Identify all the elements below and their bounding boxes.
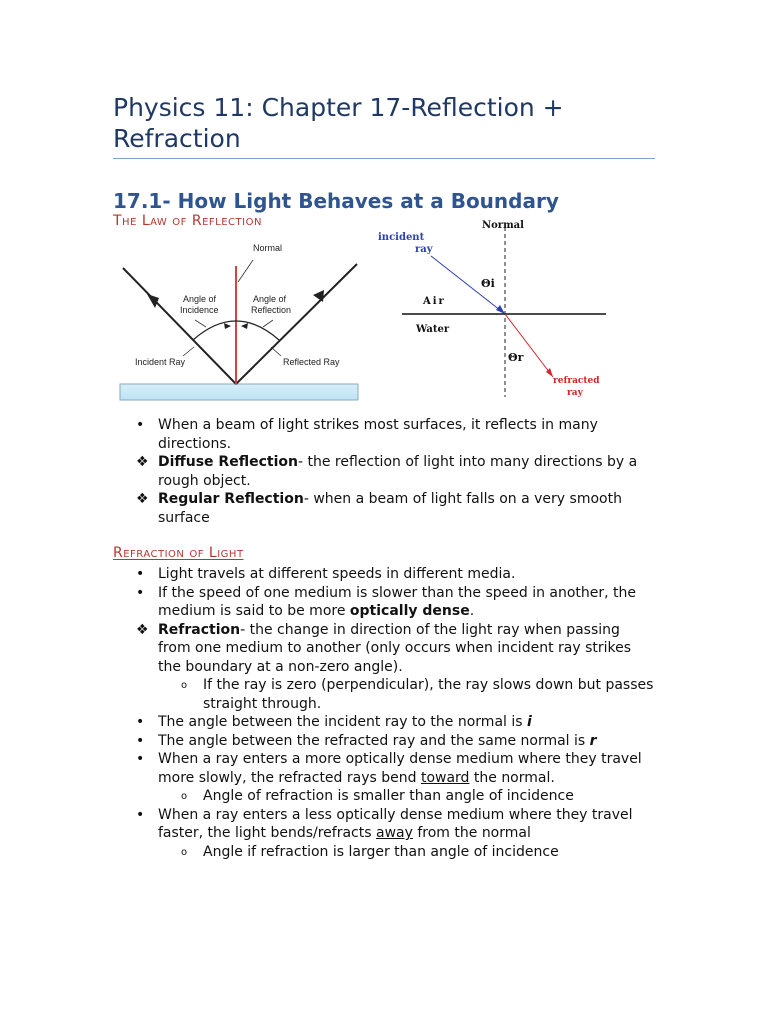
reflection-pointer [263,320,273,327]
arc-arrow-left [224,323,231,329]
reflected-arrowhead [313,290,324,302]
section-heading: 17.1- How Light Behaves at a Boundary [113,189,559,213]
normal-label: Normal [253,243,283,253]
water-label: Water [416,324,450,335]
bullet-marker: • [136,714,145,730]
bullet-marker: • [136,584,145,601]
theta-r-label: Θr [508,351,524,364]
list-item: • Light travels at different speeds in different media. [136,566,516,582]
list-item: o Angle of refraction is smaller than angle of incidence [136,787,656,806]
diamond-bullet-icon: ❖ [136,454,149,470]
reflected-ray-pointer [271,347,281,356]
angle-reflection-label-1: Angle of [253,294,287,304]
incident-ray-arrowhead [496,305,505,314]
diamond-bullet-icon: ❖ [136,621,149,638]
sub-bullet-marker: o [181,791,188,802]
list-item: o If the ray is zero (perpendicular), the ray slows down but passes straight through. [181,677,654,712]
incident-ray-pointer [183,347,194,356]
list-item: • When a beam of light strikes most surfaces, it reflects in many directions. [136,417,598,452]
list-item: ❖ Diffuse Reflection- the reflection of light into many directions by a rough object. [136,454,638,489]
incident-arrowhead [147,294,159,308]
angle-incidence-label-1: Angle of [183,294,217,304]
title-divider [113,158,655,159]
list-item: • The angle between the refracted ray and the same normal is r [136,732,597,749]
list-item: • If the speed of one medium is slower than the speed in another, the medium is said to be more optically dense. [136,584,637,619]
refracted-label-1: refracted [553,376,600,386]
list-item: o Angle if refraction is larger than angle of incidence [136,843,656,862]
angle-incidence-label-2: Incidence [180,305,219,315]
angle-reflection-label-2: Reflection [251,305,292,315]
sub-bullet-marker: o [181,846,188,858]
incident-label-2: ray [415,244,433,255]
incidence-pointer [195,320,206,327]
mirror-surface [120,384,358,400]
incident-ray-label: Incident Ray [135,357,186,367]
list-item: • When a ray enters a less optically dense medium where they travel faster, the light bends/refracts away from the normal [136,806,633,841]
theta-i-label: Θi [481,277,495,290]
bullet-marker: • [136,417,145,433]
list-item: ❖ Regular Reflection- when a beam of light falls on a very smooth surface [136,491,622,526]
sub-bullet-marker: o [181,680,188,691]
refracted-ray-line [505,314,553,377]
refraction-list [136,565,656,861]
law-of-reflection-heading: The Law of Reflection [113,213,262,229]
reflection-diagram [113,232,368,406]
page-title: Physics 11: Chapter 17-Reflection + Refraction [113,93,564,153]
list-item: ❖ Refraction- the change in direction of the light ray when passing from one medium to another (only occurs when incident ray strikes the boundary at a non-zero angle). [136,621,632,675]
list-item: • When a ray enters a more optically dense medium where they travel more slowly, the refracted rays bend toward the normal. [136,751,642,786]
reflected-ray-label: Reflected Ray [283,357,340,367]
refraction-diagram [375,215,615,405]
list-item: • The angle between the incident ray to the normal is i [136,714,532,730]
diamond-bullet-icon: ❖ [136,491,149,507]
refracted-label-2: ray [567,388,583,398]
reflection-list [136,416,656,527]
incident-label-1: incident [378,232,425,243]
air-label: Air [423,296,446,307]
bullet-marker: • [136,566,145,582]
refraction-heading: Refraction of Light [113,545,244,561]
refraction-normal-label: Normal [482,220,524,231]
bullet-marker: • [136,732,145,749]
bullet-marker: • [136,751,145,767]
bullet-marker: • [136,806,145,823]
normal-label-pointer [238,260,253,282]
arc-arrow-right [241,323,248,329]
